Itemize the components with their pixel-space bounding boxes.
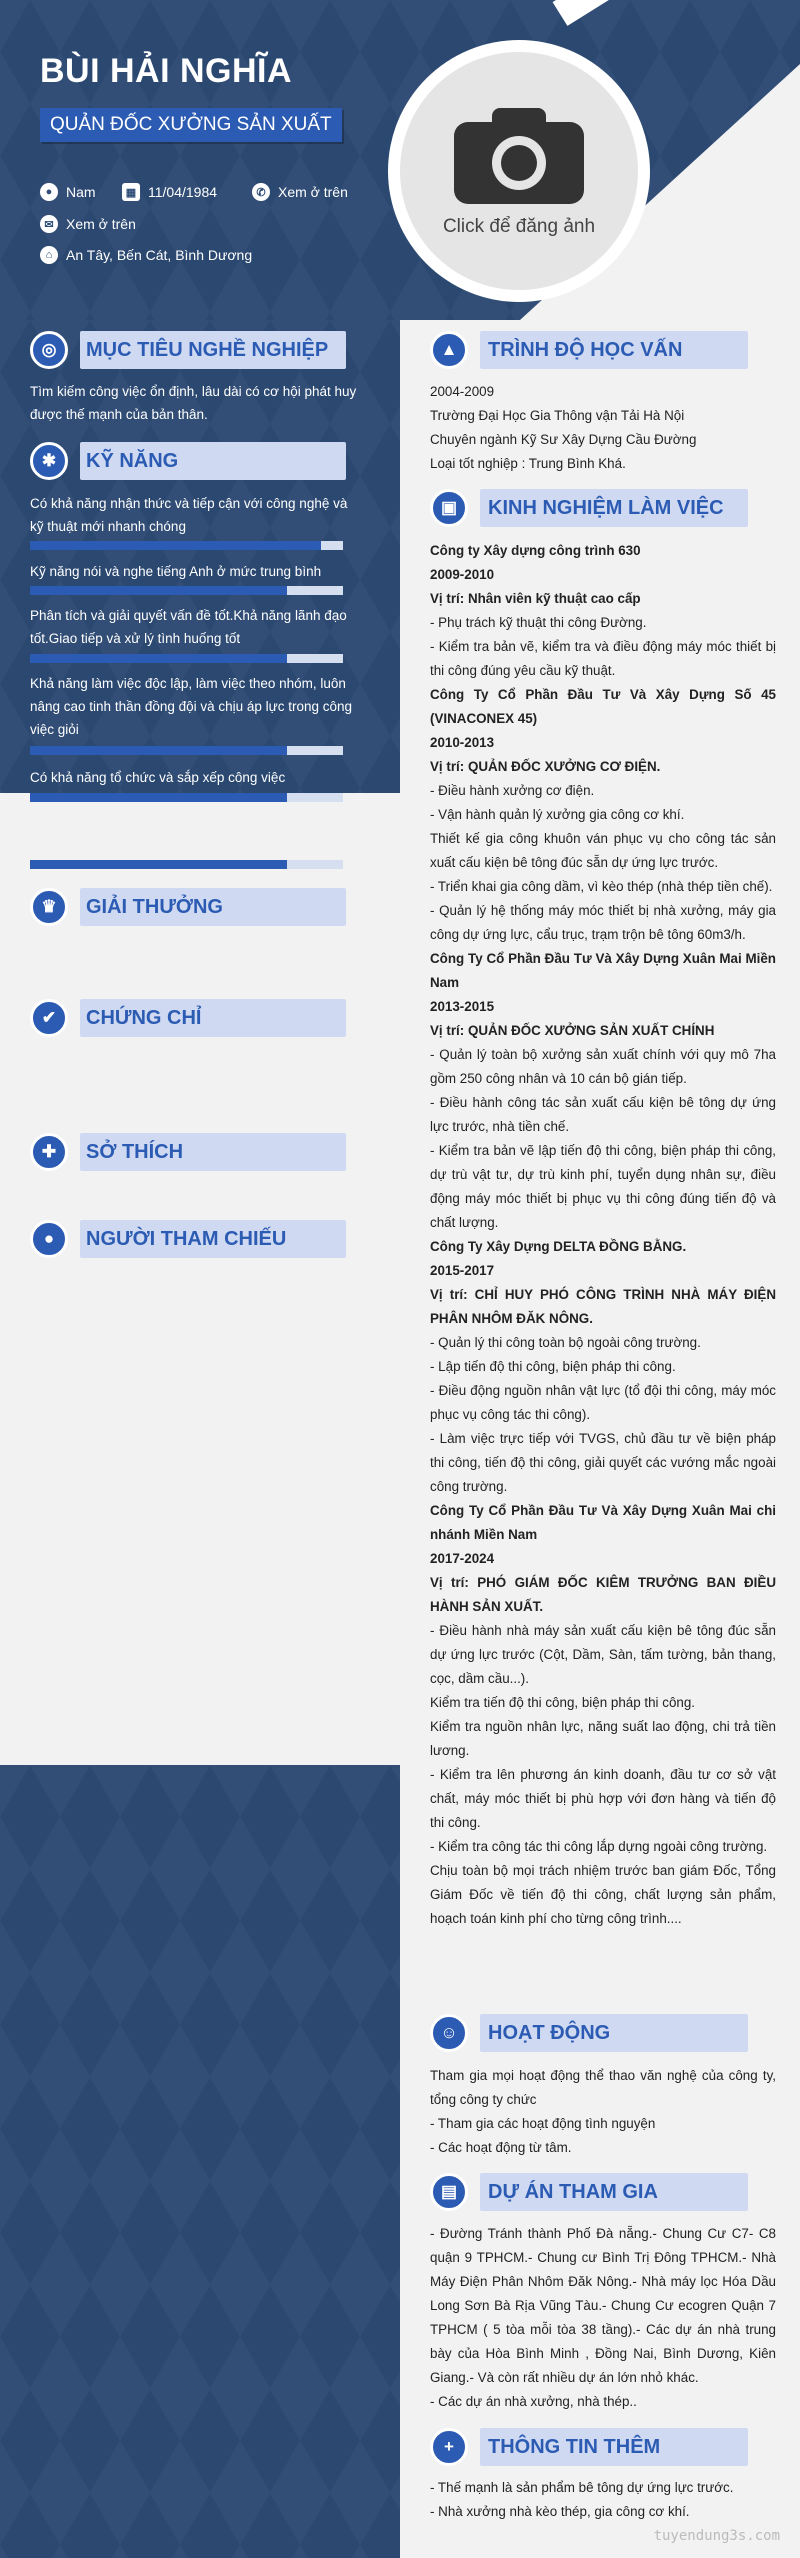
education-line: 2004-2009 [430,384,495,399]
experience-text [430,539,776,1931]
job-line: - Điều hành công tác sản xuất cấu kiện bê tông dự ứng lực trước, nhà tiền chế. [430,1095,776,1134]
skill-fill-6 [30,860,287,869]
home-icon: ⌂ [40,246,58,264]
job-company: Công Ty Xây Dựng DELTA ĐỒNG BẰNG. [430,1239,687,1254]
job-line: - Kiểm tra bản vẽ, kiểm tra và điều động máy móc thiết bị thi công đúng yêu cầu kỹ thuật. [430,639,776,678]
skill-bar-1 [30,541,343,550]
puzzle-icon: ✚ [30,1133,68,1171]
trophy-icon: ♛ [30,888,68,926]
job-position: Vị trí: PHÓ GIÁM ĐỐC KIÊM TRƯỞNG BAN ĐIỀU HÀNH SẢN XUẤT. [430,1575,776,1614]
project-line: - Đường Tránh thành Phố Đà nẵng.- Chung Cư C7- C8 quận 9 TPHCM.- Chung cư Bình Trị Đông TPHCM.- Nhà Máy Điện Phân Nhôm Đăk Nông.- Nhà máy lọc Hóa Dầu Long Sơn Bà Rịa Vũng Tàu.- Chung Cư ecogren Quận 7 TPHCM ( 5 tòa mỗi tòa 38 tầng).- Các dự án nhà trung bày của Hòa Bình Minh , Đồng Nai, Bình Dương, Kiên Giang.- Và còn rất nhiều dự án lớn nhỏ khác. [430,2226,776,2385]
skill-fill-1 [30,541,321,550]
job-position: Vị trí: Nhân viên kỹ thuật cao cấp [430,591,641,606]
activity-line: - Tham gia các hoạt động tình nguyện [430,2116,656,2131]
plus-icon: + [430,2428,468,2466]
email-value: Xem ở trên [66,216,136,232]
objective-text: Tìm kiếm công việc ổn định, lâu dài có cơ hội phát huy được thế mạnh của bản thân. [30,384,357,422]
dob-value: 11/04/1984 [148,184,218,200]
watermark: tuyendung3s.com [653,2528,780,2544]
activity-line: - Các hoạt động từ tâm. [430,2140,572,2155]
job-line: - Điều hành nhà máy sản xuất cấu kiện bê tông đúc sẵn dự ứng lực trước (Cột, Dầm, Sàn, tấm tường, bản thang, cọc, dầm cầu...). [430,1623,776,1686]
job-company: Công Ty Cổ Phần Đầu Tư Và Xây Dựng Xuân Mai Miền Nam [430,951,776,990]
hobbies-header [30,1133,346,1171]
certificates-header [30,999,346,1037]
left-column-middle [0,793,400,1765]
references-title: NGƯỜI THAM CHIẾU [80,1220,346,1258]
skill-text-2: Kỹ năng nói và nghe tiếng Anh ở mức trung bình [30,564,322,579]
phone-info [252,183,348,201]
address-value: An Tây, Bến Cát, Bình Dương [66,247,253,263]
skill-bar-5 [30,793,343,802]
additional-text [430,2476,776,2524]
awards-header [30,888,346,926]
job-line: - Quản lý thi công toàn bộ ngoài công trường. [430,1335,701,1350]
certificates-title: CHỨNG CHỈ [80,999,346,1037]
job-line: - Lập tiến độ thi công, biện pháp thi công. [430,1359,676,1374]
education-line: Loại tốt nghiệp : Trung Bình Khá. [430,456,626,471]
job-period: 2015-2017 [430,1263,495,1278]
job-line: - Điều động nguồn nhân vật lực (tổ đội thi công, máy móc phục vụ công tác thi công). [430,1383,776,1422]
project-line: - Các dự án nhà xưởng, nhà thép.. [430,2394,637,2409]
skill-text-1: Có khả năng nhận thức và tiếp cận với công nghệ và kỹ thuật mới nhanh chóng [30,496,348,534]
experience-header [430,489,748,527]
target-icon: ◎ [30,331,68,369]
skill-fill-2 [30,586,287,595]
skill-text-4: Khả năng làm việc độc lập, làm việc theo nhóm, luôn nâng cao tinh thần đồng đội và chịu áp lực trong công việc giỏi [30,676,353,737]
person-icon: ● [40,183,58,201]
education-line: Chuyên ngành Kỹ Sư Xây Dựng Cầu Đường [430,432,697,447]
skills-header [30,442,346,480]
job-position: Vị trí: QUẢN ĐỐC XƯỞNG CƠ ĐIỆN. [430,759,661,774]
additional-header [430,2428,748,2466]
skill-bar-3 [30,654,343,663]
email-info [40,215,136,233]
job-line: - Quản lý hệ thống máy móc thiết bị nhà xưởng, máy gia công dự ứng lực, cẩu trục, trạm trộn bê tông 60m3/h. [430,903,776,942]
education-text [430,380,776,476]
address-info [40,246,252,264]
gender-info [40,183,96,201]
job-line: Thiết kế gia công khuôn ván phục vụ cho công tác sản xuất cấu kiện bê tông đúc sẵn dự ứng lực trước. [430,831,776,870]
job-line: Kiểm tra nguồn nhân lực, năng suất lao động, chi trả tiền lương. [430,1719,776,1758]
additional-line: - Thế mạnh là sản phẩm bê tông dự ứng lực trước. [430,2480,734,2495]
job-line: - Làm việc trực tiếp với TVGS, chủ đầu tư về biện pháp thi công, tiến độ thi công, giải quyết các vướng mắc ngoài công trường. [430,1431,776,1494]
skill-fill-4 [30,746,287,755]
left-column-bottom [0,1765,400,2558]
skill-bar-2 [30,586,343,595]
experience-title: KINH NGHIỆM LÀM VIỆC [480,489,748,527]
activities-text [430,2064,776,2160]
calendar-icon: ▦ [122,183,140,201]
projects-header [430,2173,748,2211]
education-title: TRÌNH ĐỘ HỌC VẤN [480,331,748,369]
photo-upload-label: Click để đăng ảnh [442,216,596,237]
skill-text-3: Phân tích và giải quyết vấn đề tốt.Khả năng lãnh đạo tốt.Giao tiếp và xử lý tình huống tốt [30,608,347,646]
projects-title: DỰ ÁN THAM GIA [480,2173,748,2211]
job-line: - Kiểm tra lên phương án kinh doanh, đầu tư cơ sở vật chất, máy móc thiết bị phù hợp với đơn hàng và tiến độ thi công. [430,1767,776,1830]
job-period: 2017-2024 [430,1551,495,1566]
references-header [30,1220,346,1258]
activities-title: HOẠT ĐỘNG [480,2014,748,2052]
badge-check-icon: ✔ [30,999,68,1037]
person-activity-icon: ☺ [430,2014,468,2052]
email-icon: ✉ [40,215,58,233]
job-company: Công Ty Cổ Phần Đầu Tư Và Xây Dựng Xuân Mai chi nhánh Miền Nam [430,1503,776,1542]
skill-bar-4 [30,746,343,755]
additional-title: THÔNG TIN THÊM [480,2428,748,2466]
job-line: - Điều hành xưởng cơ điện. [430,783,595,798]
hobbies-title: SỞ THÍCH [80,1133,346,1171]
job-line: - Phụ trách kỹ thuật thi công Đường. [430,615,647,630]
job-line: - Kiểm tra bản vẽ lập tiến độ thi công, biện pháp thi công, dự trù vật tư, dự trù kinh phí, tuyển dụng nhân sự, điều động máy móc thiết bị phục vụ thi công đúng tiến độ và chất lượng. [430,1143,776,1230]
skill-fill-5 [30,793,287,802]
phone-value: Xem ở trên [278,184,348,200]
projects-text [430,2222,776,2414]
user-icon: ● [30,1220,68,1258]
job-line: Chịu toàn bộ mọi trách nhiệm trước ban giám Đốc, Tổng Giám Đốc về tiến độ thi công, chất lượng sản phẩm, hoạch toán kinh phí cho từng công trình.... [430,1863,776,1926]
job-period: 2009-2010 [430,567,495,582]
document-icon: ▤ [430,2173,468,2211]
skills-title: KỸ NĂNG [80,442,346,480]
job-line: - Vận hành quản lý xưởng gia công cơ khí. [430,807,685,822]
job-position: Vị trí: CHỈ HUY PHÓ CÔNG TRÌNH NHÀ MÁY ĐIỆN PHÂN NHÔM ĐĂK NÔNG. [430,1287,776,1326]
job-line: Kiểm tra tiến độ thi công, biện pháp thi công. [430,1695,696,1710]
job-company: Công ty Xây dựng công trình 630 [430,543,641,558]
skill-text-5: Có khả năng tổ chức và sắp xếp công việc [30,770,286,785]
education-line: Trường Đại Học Gia Thông vận Tải Hà Nội [430,408,685,423]
briefcase-icon: ▣ [430,489,468,527]
activity-line: Tham gia mọi hoạt động thể thao văn nghệ của công ty, tổng công ty chức [430,2068,776,2107]
phone-icon: ✆ [252,183,270,201]
camera-icon [454,104,584,204]
job-period: 2013-2015 [430,999,495,1014]
activities-header [430,2014,748,2052]
job-company: Công Ty Cổ Phần Đầu Tư Và Xây Dựng Số 45 (VINACONEX 45) [430,687,776,726]
skill-fill-3 [30,654,287,663]
brain-icon: ✱ [30,442,68,480]
job-position: Vị trí: QUẢN ĐỐC XƯỞNG SẢN XUẤT CHÍNH [430,1023,715,1038]
education-header [430,331,748,369]
photo-upload[interactable] [400,52,638,290]
job-line: - Triển khai gia công dầm, vì kèo thép (nhà thép tiền chế). [430,879,773,894]
skill-bar-6 [30,860,343,869]
additional-line: - Nhà xưởng nhà kèo thép, gia công cơ khí. [430,2504,690,2519]
dob-info [122,183,217,201]
candidate-name: BÙI HẢI NGHĨA [40,52,293,90]
awards-title: GIẢI THƯỞNG [80,888,346,926]
gender-value: Nam [66,184,96,200]
objective-header [30,331,346,369]
objective-title: MỤC TIÊU NGHỀ NGHIỆP [80,331,346,369]
candidate-title: QUẢN ĐỐC XƯỞNG SẢN XUẤT [40,108,342,142]
graduation-cap-icon: ▲ [430,331,468,369]
job-line: - Quản lý toàn bộ xưởng sản xuất chính với quy mô 7ha gồm 250 công nhân và 10 cán bộ gián tiếp. [430,1047,776,1086]
job-period: 2010-2013 [430,735,495,750]
job-line: - Kiểm tra công tác thi công lắp dựng ngoài công trường. [430,1839,768,1854]
